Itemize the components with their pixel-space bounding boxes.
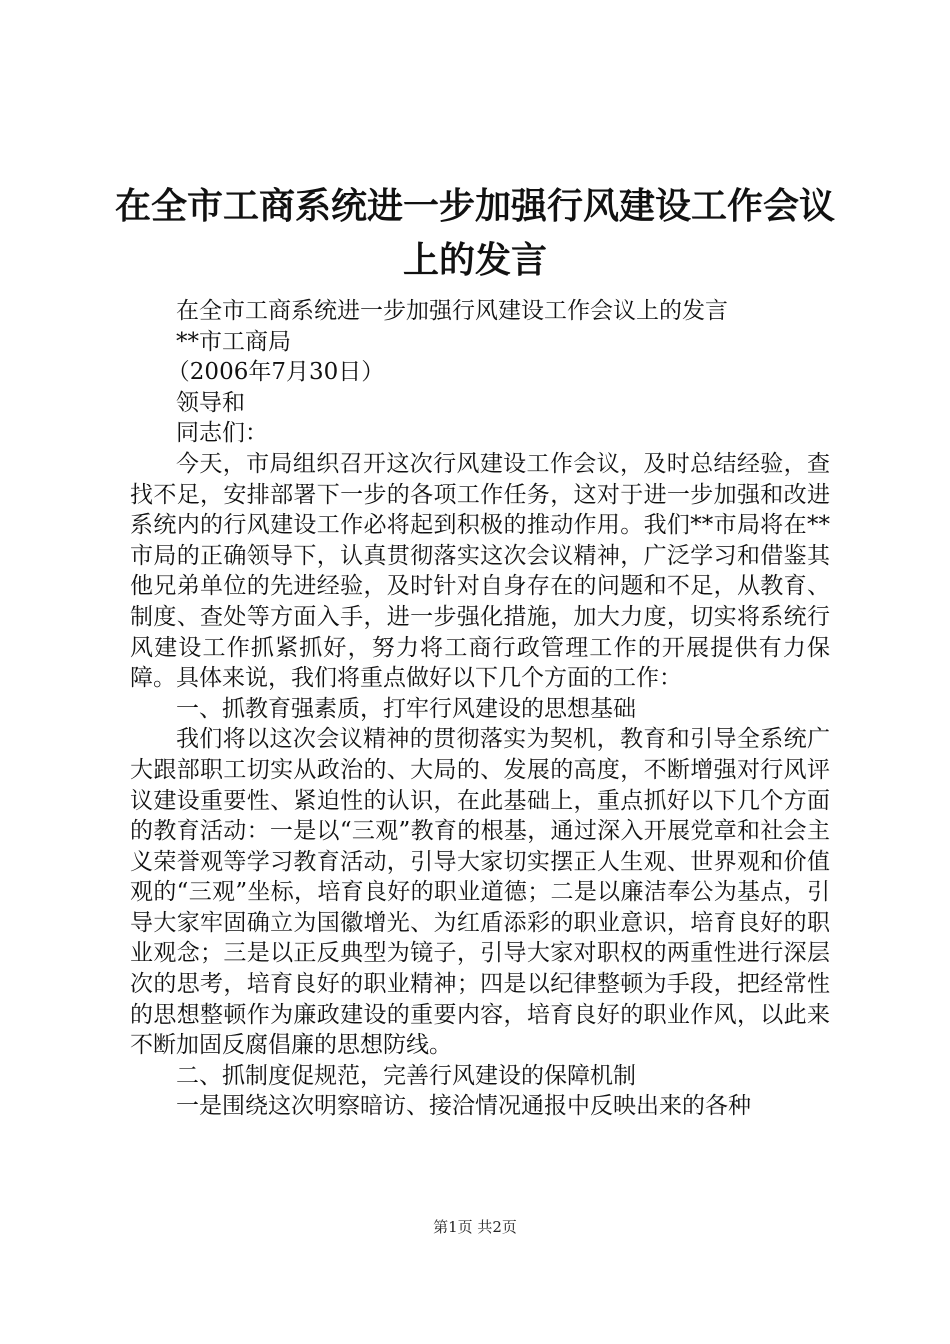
title-line-1: 在全市工商系统进一步加强行风建设工作会议 <box>114 186 835 227</box>
page-footer <box>0 1216 950 1237</box>
document-body <box>130 296 830 1122</box>
speech-date: （2006年7月30日） <box>166 359 385 386</box>
page-number: 第1页 共2页 <box>433 1218 517 1236</box>
salutation-line-1: 领导和 <box>176 389 245 416</box>
salutation-line-2: 同志们： <box>176 420 268 447</box>
section-heading-2: 二、抓制度促规范，完善行风建设的保障机制 <box>176 1062 636 1089</box>
paragraph-education: 我们将以这次会议精神的贯彻落实为契机，教育和引导全系统广大跟部职工切实从政治的、大局的、发展的高度，不断增强对行风评议建设重要性、紧迫性的认识，在此基础上，重点抓好以下几个方面的教育活动：一是以“三观”教育的根基，通过深入开展党章和社会主义荣誉观等学习教育活动，引导大家切实摆正人生观、世界观和价值观的“三观”坐标，培育良好的职业道德；二是以廉洁奉公为基点，引导大家牢固确立为国徽增光、为红盾添彩的职业意识，培育良好的职业观念；三是以正反典型为镜子，引导大家对职权的两重性进行深层次的思考，培育良好的职业精神；四是以纪律整顿为手段，把经常性的思想整顿作为廉政建设的重要内容，培育良好的职业作风，以此来不断加固反腐倡廉的思想防线。 <box>130 726 830 1059</box>
document-title <box>100 180 850 288</box>
subtitle: 在全市工商系统进一步加强行风建设工作会议上的发言 <box>176 298 728 324</box>
section-heading-1: 一、抓教育强素质，打牢行风建设的思想基础 <box>176 695 636 722</box>
issuer: **市工商局 <box>176 328 291 355</box>
paragraph-intro: 今天，市局组织召开这次行风建设工作会议，及时总结经验，查找不足，安排部署下一步的各项工作任务，这对于进一步加强和改进系统内的行风建设工作必将起到积极的推动作用。我们**市局将在**市局的正确领导下，认真贯彻落实这次会议精神，广泛学习和借鉴其他兄弟单位的先进经验，及时针对自身存在的问题和不足，从教育、制度、查处等方面入手，进一步强化措施，加大力度，切实将系统行风建设工作抓紧抓好，努力将工商行政管理工作的开展提供有力保障。具体来说，我们将重点做好以下几个方面的工作： <box>130 450 830 692</box>
title-line-2: 上的发言 <box>402 240 547 281</box>
paragraph-system: 一是围绕这次明察暗访、接洽情况通报中反映出来的各种 <box>176 1093 751 1120</box>
